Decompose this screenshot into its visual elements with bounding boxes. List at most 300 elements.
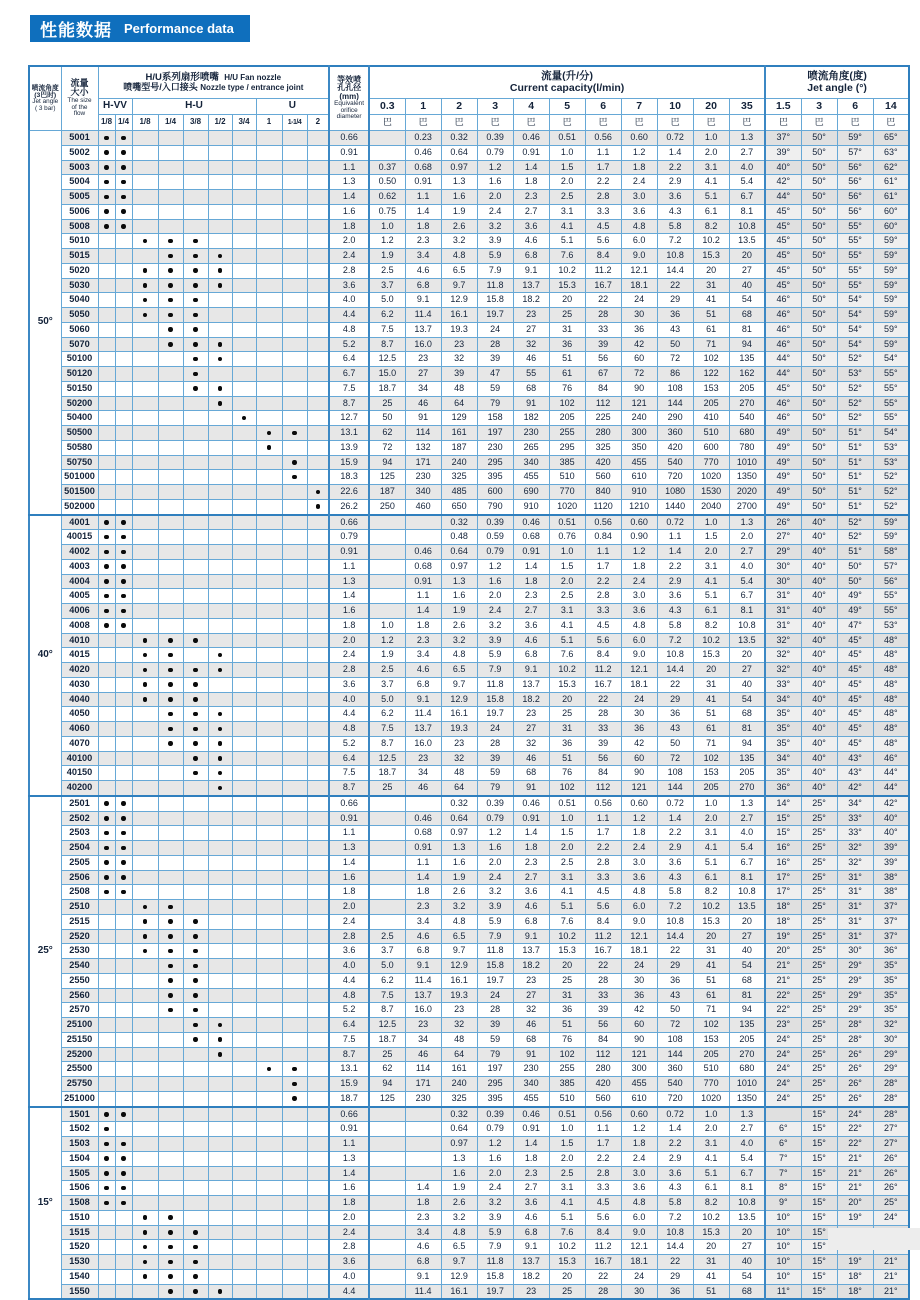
jet-angle-value-cell: 38° <box>873 885 909 900</box>
jet-angle-value-cell: 48° <box>873 707 909 722</box>
pressure-header: 4 <box>513 99 549 115</box>
nozzle-dot-cell <box>158 515 183 530</box>
nozzle-dot-cell <box>232 440 256 455</box>
nozzle-dot-cell <box>115 1091 132 1106</box>
flow-value-cell: 8.7 <box>369 337 405 352</box>
nozzle-dot-cell <box>256 1210 282 1225</box>
jet-angle-value-cell: 55° <box>837 263 873 278</box>
flow-value-cell: 10.8 <box>729 1196 765 1211</box>
flow-value-cell: 10.2 <box>693 633 729 648</box>
table-row <box>29 219 909 234</box>
nozzle-dot-cell <box>208 1032 232 1047</box>
availability-dot <box>104 520 109 525</box>
model-cell: 501500 <box>61 485 98 500</box>
availability-dot <box>104 1142 109 1147</box>
flow-value-cell: 1080 <box>657 485 693 500</box>
flow-value-cell: 42 <box>621 736 657 751</box>
flow-value-cell: 20 <box>693 663 729 678</box>
flow-value-cell <box>369 604 405 619</box>
nozzle-dot-cell <box>232 959 256 974</box>
flow-value-cell: 13.7 <box>513 278 549 293</box>
flow-value-cell: 24 <box>621 959 657 974</box>
jet-angle-value-cell: 40° <box>801 574 837 589</box>
flow-value-cell: 5.9 <box>477 249 513 264</box>
jet-angle-value-cell: 52° <box>837 411 873 426</box>
jet-angle-value-cell: 50° <box>801 145 837 160</box>
availability-dot <box>168 1230 173 1235</box>
nozzle-dot-cell <box>307 841 329 856</box>
nozzle-dot-cell <box>256 1240 282 1255</box>
flow-value-cell: 0.60 <box>621 1107 657 1122</box>
flow-value-cell <box>369 131 405 146</box>
flow-value-cell: 2.9 <box>657 175 693 190</box>
jet-angle-value-cell: 55° <box>873 381 909 396</box>
nozzle-dot-cell <box>232 1003 256 1018</box>
nozzle-dot-cell <box>115 677 132 692</box>
model-cell: 2502 <box>61 811 98 826</box>
nozzle-dot-cell <box>98 929 115 944</box>
nozzle-dot-cell <box>183 530 208 545</box>
flow-value-cell: 19.7 <box>477 308 513 323</box>
nozzle-dot-cell <box>183 204 208 219</box>
nozzle-dot-cell <box>115 352 132 367</box>
table-row <box>29 574 909 589</box>
flow-value-cell: 2.3 <box>405 633 441 648</box>
nozzle-dot-cell <box>183 826 208 841</box>
nozzle-dot-cell <box>282 440 307 455</box>
orifice-diameter-cell: 0.91 <box>329 145 369 160</box>
jet-angle-value-cell: 39° <box>873 841 909 856</box>
jet-angle-value-cell: 57° <box>837 145 873 160</box>
jet-angle-value-cell: 49° <box>765 455 801 470</box>
availability-dot <box>168 727 173 732</box>
nozzle-dot-cell <box>307 1091 329 1106</box>
flow-value-cell: 2.7 <box>729 545 765 560</box>
flow-value-cell: 1530 <box>693 485 729 500</box>
flow-value-cell: 39 <box>477 1018 513 1033</box>
jet-angle-value-cell: 15° <box>801 1255 837 1270</box>
nozzle-dot-cell <box>307 811 329 826</box>
flow-value-cell: 50 <box>657 736 693 751</box>
availability-dot <box>168 268 173 273</box>
nozzle-dot-cell <box>307 900 329 915</box>
nozzle-dot-cell <box>307 826 329 841</box>
flow-value-cell: 10.8 <box>657 249 693 264</box>
pressure-header: 7 <box>621 99 657 115</box>
flow-value-cell: 1.0 <box>693 796 729 811</box>
flow-value-cell: 158 <box>477 411 513 426</box>
nozzle-dot-cell <box>256 1181 282 1196</box>
nozzle-dot-cell <box>307 308 329 323</box>
orifice-diameter-cell: 0.66 <box>329 796 369 811</box>
nozzle-dot-cell <box>183 175 208 190</box>
model-cell: 5006 <box>61 204 98 219</box>
flow-value-cell: 14.4 <box>657 663 693 678</box>
jet-angle-value-cell: 40° <box>801 722 837 737</box>
flow-value-cell: 1.0 <box>549 545 585 560</box>
jet-angle-value-cell: 50° <box>801 485 837 500</box>
flow-value-cell: 4.5 <box>585 618 621 633</box>
nozzle-dot-cell <box>158 796 183 811</box>
flow-value-cell: 325 <box>585 440 621 455</box>
nozzle-dot-cell <box>256 1151 282 1166</box>
flow-value-cell: 6.8 <box>405 677 441 692</box>
nozzle-dot-cell <box>282 959 307 974</box>
jet-angle-value-cell: 45° <box>837 692 873 707</box>
nozzle-dot-cell <box>256 1284 282 1299</box>
jet-angle-value-cell: 42° <box>765 175 801 190</box>
flow-value-cell: 2.9 <box>657 574 693 589</box>
flow-value-cell: 56 <box>585 1018 621 1033</box>
jet-angle-value-cell: 50° <box>801 440 837 455</box>
flow-value-cell: 5.8 <box>657 618 693 633</box>
nozzle-dot-cell <box>307 204 329 219</box>
table-row <box>29 663 909 678</box>
jet-angle-value-cell: 50° <box>801 204 837 219</box>
flow-value-cell: 15.0 <box>369 367 405 382</box>
nozzle-dot-cell <box>208 440 232 455</box>
flow-value-cell: 13.5 <box>729 1210 765 1225</box>
flow-value-cell <box>369 855 405 870</box>
availability-dot <box>104 1156 109 1161</box>
availability-dot <box>121 860 126 865</box>
orifice-diameter-cell: 1.6 <box>329 204 369 219</box>
orifice-diameter-cell: 0.66 <box>329 515 369 530</box>
orifice-diameter-cell: 0.91 <box>329 1122 369 1137</box>
availability-dot <box>218 1052 223 1057</box>
jet-angle-value-cell: 19° <box>765 929 801 944</box>
availability-dot <box>104 594 109 599</box>
nozzle-dot-cell <box>115 263 132 278</box>
flow-value-cell: 29 <box>657 1269 693 1284</box>
orifice-diameter-cell: 1.4 <box>329 589 369 604</box>
availability-dot <box>104 150 109 155</box>
model-cell: 5050 <box>61 308 98 323</box>
table-row <box>29 337 909 352</box>
nozzle-dot-cell <box>132 1032 158 1047</box>
nozzle-dot-cell <box>307 988 329 1003</box>
flow-value-cell: 36 <box>657 707 693 722</box>
nozzle-dot-cell <box>282 293 307 308</box>
orifice-diameter-cell: 6.7 <box>329 367 369 382</box>
flow-value-cell: 2.6 <box>441 219 477 234</box>
flow-value-cell: 2.4 <box>477 604 513 619</box>
availability-dot <box>193 1023 198 1028</box>
nozzle-dot-cell <box>256 1166 282 1181</box>
jet-angle-value-cell: 39° <box>765 145 801 160</box>
nozzle-dot-cell <box>282 855 307 870</box>
flow-value-cell: 18.7 <box>369 381 405 396</box>
flow-value-cell: 510 <box>693 1062 729 1077</box>
nozzle-dot-cell <box>232 367 256 382</box>
nozzle-dot-cell <box>232 293 256 308</box>
flow-value-cell: 13.7 <box>405 322 441 337</box>
nozzle-dot-cell <box>256 855 282 870</box>
availability-dot <box>218 357 223 362</box>
flow-value-cell: 16.1 <box>441 1284 477 1299</box>
jet-angle-value-cell: 35° <box>873 959 909 974</box>
connector-size-header: 2 <box>307 115 329 131</box>
jet-angle-value-cell: 15° <box>765 826 801 841</box>
nozzle-dot-cell <box>115 1255 132 1270</box>
availability-dot <box>193 949 198 954</box>
orifice-diameter-cell: 2.0 <box>329 1210 369 1225</box>
flow-value-cell: 5.1 <box>693 1166 729 1181</box>
availability-dot <box>143 682 148 687</box>
pressure-header: 0.3 <box>369 99 405 115</box>
jet-angle-value-cell: 48° <box>873 692 909 707</box>
nozzle-dot-cell <box>282 618 307 633</box>
nozzle-dot-cell <box>307 1255 329 1270</box>
flow-value-cell: 1.2 <box>369 234 405 249</box>
flow-value-cell: 4.6 <box>405 263 441 278</box>
nozzle-dot-cell <box>98 499 115 514</box>
availability-dot <box>104 831 109 836</box>
flow-value-cell: 340 <box>405 485 441 500</box>
nozzle-dot-cell <box>115 589 132 604</box>
flow-value-cell: 20 <box>549 959 585 974</box>
nozzle-dot-cell <box>208 426 232 441</box>
nozzle-dot-cell <box>282 988 307 1003</box>
flow-value-cell: 0.64 <box>441 1122 477 1137</box>
flow-value-cell: 0.39 <box>477 515 513 530</box>
availability-dot <box>104 875 109 880</box>
nozzle-dot-cell <box>98 545 115 560</box>
nozzle-dot-cell <box>183 308 208 323</box>
flow-value-cell: 112 <box>585 1047 621 1062</box>
availability-dot <box>143 668 148 673</box>
jet-angle-value-cell: 49° <box>765 426 801 441</box>
flow-value-cell: 18.1 <box>621 677 657 692</box>
nozzle-dot-cell <box>256 440 282 455</box>
nozzle-dot-cell <box>208 1284 232 1299</box>
nozzle-dot-cell <box>158 1225 183 1240</box>
nozzle-dot-cell <box>132 1240 158 1255</box>
nozzle-dot-cell <box>208 1225 232 1240</box>
flow-value-cell: 22 <box>657 677 693 692</box>
flow-value-cell: 42 <box>621 337 657 352</box>
flow-value-cell: 51 <box>693 1284 729 1299</box>
nozzle-dot-cell <box>208 249 232 264</box>
nozzle-dot-cell <box>132 929 158 944</box>
nozzle-dot-cell <box>232 411 256 426</box>
nozzle-dot-cell <box>282 826 307 841</box>
jet-angle-value-cell: 49° <box>765 499 801 514</box>
flow-value-cell: 29 <box>657 959 693 974</box>
nozzle-dot-cell <box>208 515 232 530</box>
nozzle-dot-cell <box>307 885 329 900</box>
flow-value-cell: 1.1 <box>585 145 621 160</box>
availability-dot <box>143 268 148 273</box>
jet-angle-value-cell: 25° <box>801 855 837 870</box>
model-cell: 50150 <box>61 381 98 396</box>
nozzle-dot-cell <box>98 249 115 264</box>
flow-value-cell: 6.2 <box>369 707 405 722</box>
jet-angle-value-cell: 40° <box>801 736 837 751</box>
flow-value-cell: 50 <box>657 1003 693 1018</box>
nozzle-dot-cell <box>132 278 158 293</box>
jet-angle-value-cell: 55° <box>873 396 909 411</box>
jet-angle-value-cell: 32° <box>837 841 873 856</box>
orifice-diameter-cell: 0.79 <box>329 530 369 545</box>
nozzle-dot-cell <box>115 381 132 396</box>
jet-angle-value-cell: 39° <box>873 855 909 870</box>
nozzle-dot-cell <box>132 559 158 574</box>
flow-value-cell: 280 <box>585 1062 621 1077</box>
flow-value-cell <box>369 796 405 811</box>
nozzle-dot-cell <box>183 190 208 205</box>
availability-dot <box>121 165 126 170</box>
flow-value-cell: 8.4 <box>585 648 621 663</box>
capacity-title-en: Current capacity(l/min) <box>509 81 625 94</box>
flow-value-cell: 270 <box>729 396 765 411</box>
table-row <box>29 426 909 441</box>
flow-value-cell: 84 <box>585 1032 621 1047</box>
flow-value-cell: 5.6 <box>585 633 621 648</box>
nozzle-dot-cell <box>158 855 183 870</box>
flow-value-cell: 32 <box>513 1003 549 1018</box>
bar-unit: 巴 <box>585 115 621 131</box>
flow-value-cell: 485 <box>441 485 477 500</box>
model-cell: 2520 <box>61 929 98 944</box>
nozzle-dot-cell <box>183 426 208 441</box>
table-row <box>29 1166 909 1181</box>
nozzle-dot-cell <box>307 322 329 337</box>
nozzle-dot-cell <box>158 648 183 663</box>
jet-angle-value-cell: 27° <box>873 1137 909 1152</box>
availability-dot <box>193 372 198 377</box>
jet-angle-value-cell: 25° <box>801 944 837 959</box>
nozzle-dot-cell <box>132 308 158 323</box>
nozzle-dot-cell <box>115 1003 132 1018</box>
flow-value-cell: 8.4 <box>585 914 621 929</box>
nozzle-dot-cell <box>132 870 158 885</box>
availability-dot <box>104 550 109 555</box>
nozzle-dot-cell <box>115 751 132 766</box>
nozzle-dot-cell <box>256 914 282 929</box>
jet-angle-value-cell: 10° <box>765 1269 801 1284</box>
flow-value-cell: 79 <box>477 1047 513 1062</box>
nozzle-dot-cell <box>158 692 183 707</box>
model-cell: 4010 <box>61 633 98 648</box>
nozzle-dot-cell <box>158 530 183 545</box>
nozzle-dot-cell <box>232 160 256 175</box>
flow-value-cell: 1.4 <box>513 160 549 175</box>
jet-angle-value-cell: 26° <box>873 1166 909 1181</box>
flow-value-cell: 25 <box>549 707 585 722</box>
nozzle-dot-cell <box>98 278 115 293</box>
nozzle-dot-cell <box>208 396 232 411</box>
jet-angle-value-cell: 50° <box>801 190 837 205</box>
nozzle-dot-cell <box>132 589 158 604</box>
flow-value-cell: 2.3 <box>513 1166 549 1181</box>
nozzle-dot-cell <box>98 677 115 692</box>
availability-dot <box>193 268 198 273</box>
col-header-jet-angle-deg <box>765 66 909 99</box>
availability-dot <box>193 342 198 347</box>
availability-dot <box>121 150 126 155</box>
jet-angle-col-en2: ( 3 bar) <box>34 104 56 112</box>
nozzle-dot-cell <box>98 352 115 367</box>
flow-value-cell: 10.8 <box>657 1225 693 1240</box>
jet-angle-value-cell: 40° <box>801 781 837 796</box>
flow-value-cell: 46 <box>513 1018 549 1033</box>
nozzle-dot-cell <box>208 1047 232 1062</box>
flow-value-cell: 9.7 <box>441 278 477 293</box>
flow-value-cell: 25 <box>369 781 405 796</box>
table-row <box>29 293 909 308</box>
nozzle-dot-cell <box>132 1018 158 1033</box>
availability-dot <box>193 1274 198 1279</box>
flow-value-cell <box>369 1151 405 1166</box>
flow-value-cell: 36 <box>621 988 657 1003</box>
flow-value-cell: 18.1 <box>621 944 657 959</box>
nozzle-dot-cell <box>183 1003 208 1018</box>
flow-value-cell: 40 <box>729 677 765 692</box>
availability-dot <box>121 875 126 880</box>
nozzle-dot-cell <box>208 841 232 856</box>
jet-angle-value-cell: 21° <box>765 973 801 988</box>
nozzle-dot-cell <box>232 1151 256 1166</box>
jet-angle-value-cell: 51° <box>837 440 873 455</box>
flow-value-cell: 112 <box>585 781 621 796</box>
nozzle-dot-cell <box>115 204 132 219</box>
table-row <box>29 249 909 264</box>
flow-value-cell: 0.91 <box>405 574 441 589</box>
nozzle-dot-cell <box>307 959 329 974</box>
flow-value-cell: 2.0 <box>477 1166 513 1181</box>
nozzle-dot-cell <box>307 455 329 470</box>
flow-value-cell: 0.56 <box>585 515 621 530</box>
flow-value-cell: 54 <box>729 293 765 308</box>
jet-angle-value-cell: 25° <box>801 811 837 826</box>
flow-value-cell: 265 <box>513 440 549 455</box>
nozzle-dot-cell <box>183 440 208 455</box>
nozzle-dot-cell <box>183 648 208 663</box>
availability-dot <box>143 313 148 318</box>
flow-value-cell <box>369 1196 405 1211</box>
jet-angle-value-cell: 45° <box>837 707 873 722</box>
model-cell: 1506 <box>61 1181 98 1196</box>
flow-value-cell: 3.6 <box>621 1181 657 1196</box>
nozzle-dot-cell <box>132 426 158 441</box>
nozzle-dot-cell <box>256 1255 282 1270</box>
flow-value-cell: 1.3 <box>729 131 765 146</box>
nozzle-dot-cell <box>256 574 282 589</box>
nozzle-dot-cell <box>158 1032 183 1047</box>
flow-value-cell: 1.8 <box>621 826 657 841</box>
flow-value-cell: 420 <box>585 1077 621 1092</box>
flow-value-cell: 540 <box>657 455 693 470</box>
nozzle-dot-cell <box>98 648 115 663</box>
flow-value-cell: 385 <box>549 1077 585 1092</box>
nozzle-dot-cell <box>307 1225 329 1240</box>
table-row <box>29 1018 909 1033</box>
flow-value-cell: 24 <box>621 293 657 308</box>
nozzle-dot-cell <box>183 766 208 781</box>
flow-value-cell: 20 <box>693 1240 729 1255</box>
nozzle-dot-cell <box>132 677 158 692</box>
jet-angle-value-cell: 50° <box>801 175 837 190</box>
flow-value-cell: 6.8 <box>405 278 441 293</box>
nozzle-dot-cell <box>158 870 183 885</box>
jet-angle-value-cell: 40° <box>801 559 837 574</box>
orifice-diameter-cell: 6.4 <box>329 352 369 367</box>
jet-angle-value-cell: 21° <box>837 1181 873 1196</box>
flow-value-cell: 20 <box>693 263 729 278</box>
nozzle-dot-cell <box>115 900 132 915</box>
nozzle-dot-cell <box>232 308 256 323</box>
